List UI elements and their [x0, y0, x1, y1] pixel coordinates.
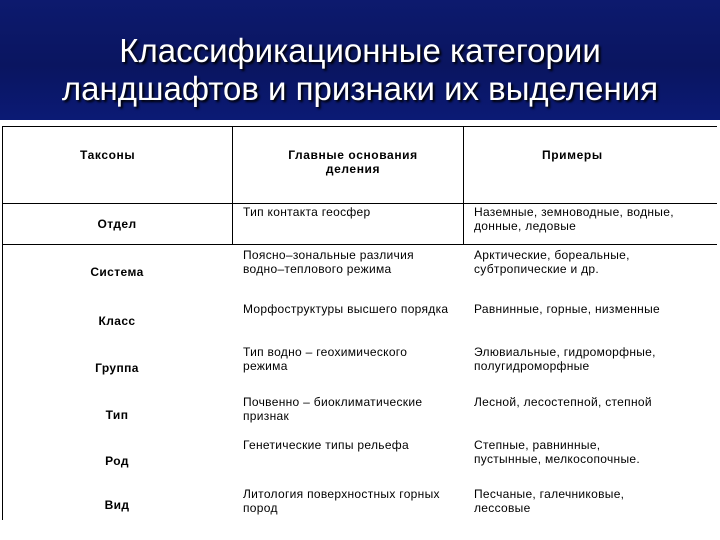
table-header-taxon: Таксоны [80, 148, 136, 162]
table-row-basis: Поясно–зональные различия водно–теплового режима [243, 248, 414, 276]
table-row-examples: Равнинные, горные, низменные [474, 302, 660, 316]
slide-title [0, 32, 720, 108]
table-row-taxon: Род [105, 454, 129, 468]
table-header-examples: Примеры [542, 148, 603, 162]
table-header-basis: Главные основания деления [288, 148, 418, 176]
table-border-top [2, 126, 717, 127]
table-column-divider-2 [463, 126, 464, 244]
table-row-basis: Литология поверхностных горных пород [243, 487, 440, 515]
table-row-basis: Тип водно – геохимического режима [243, 345, 408, 373]
table-column-divider-1 [232, 126, 233, 244]
table-row-examples: Элювиальные, гидроморфные, полугидроморфные [474, 345, 656, 373]
table-row-basis: Морфоструктуры высшего порядка [243, 302, 449, 316]
table-row-examples: Песчаные, галечниковые, лессовые [474, 487, 625, 515]
table-header-divider [2, 203, 717, 204]
slide-title-bar [0, 0, 720, 120]
table-row-taxon: Отдел [97, 217, 137, 231]
slide-title-line-1: Классификационные категории [119, 32, 601, 69]
table-row-taxon: Система [90, 265, 144, 279]
table-row-basis: Генетические типы рельефа [243, 438, 409, 452]
table-row-taxon: Тип [105, 408, 129, 422]
table-row-taxon: Вид [104, 498, 130, 512]
table-row-basis: Почвенно – биоклиматические признак [243, 395, 423, 423]
table-row-examples: Наземные, земноводные, водные, донные, ледовые [474, 205, 674, 233]
table-row-basis: Тип контакта геосфер [243, 205, 371, 219]
slide-title-line-2: ландшафтов и признаки их выделения [61, 70, 659, 107]
taxonomy-table [0, 126, 720, 520]
table-row-divider [2, 244, 717, 245]
table-row-examples: Лесной, лесостепной, степной [474, 395, 652, 409]
table-row-taxon: Класс [98, 314, 136, 328]
table-row-examples: Степные, равнинные, пустынные, мелкосопочные. [474, 438, 641, 466]
table-row-examples: Арктические, бореальные, субтропические и др. [474, 248, 630, 276]
table-row-taxon: Группа [95, 361, 139, 375]
